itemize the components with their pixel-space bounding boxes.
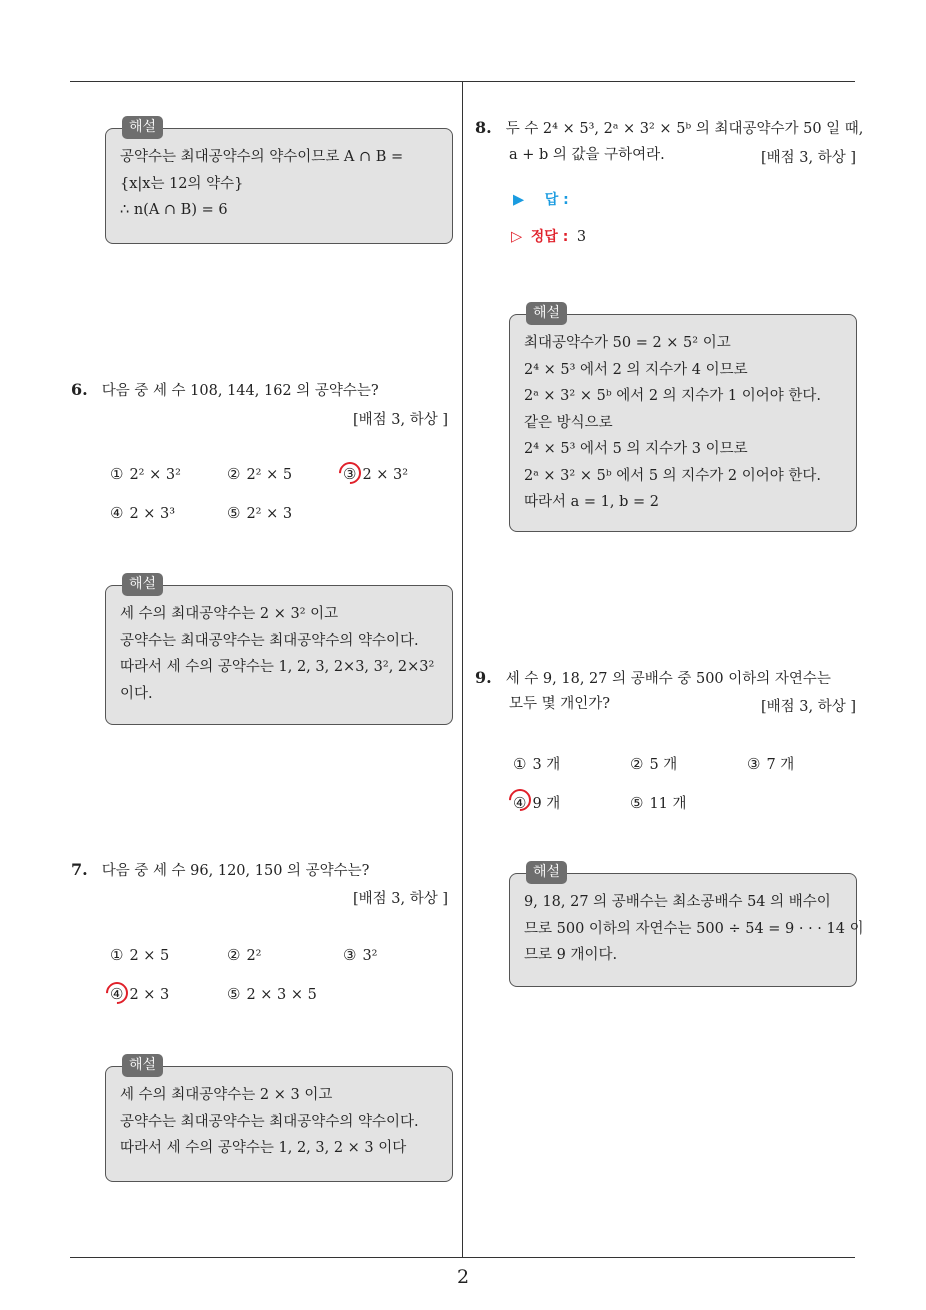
question-meta: [배점 3, 하상 ]	[352, 412, 448, 428]
question-meta: [배점 3, 하상 ]	[760, 699, 856, 715]
solution-line: 세 수의 최대공약수는 2 × 3 이고	[120, 1087, 333, 1103]
choice-2[interactable]: ② 5 개	[630, 755, 678, 773]
answer-arrow-icon: ▶	[513, 192, 525, 208]
solution-line: 따라서 세 수의 공약수는 1, 2, 3, 2 × 3 이다	[120, 1140, 407, 1156]
solution-line: 므로 500 이하의 자연수는 500 ÷ 54 = 9 · · · 14 이	[524, 920, 864, 937]
solution-box-top	[105, 119, 453, 244]
solution-line: 따라서 세 수의 공약수는 1, 2, 3, 2×3, 3², 2×3²	[120, 659, 435, 675]
question-text: 두 수 2⁴ × 5³, 2ᵃ × 3² × 5ᵇ 의 최대공약수가 50 일 때,	[505, 121, 864, 137]
solution-tag: 해설	[526, 302, 567, 325]
question-meta: [배점 3, 하상 ]	[760, 150, 856, 166]
question-number: 9.	[475, 668, 492, 687]
solution-line: 공약수는 최대공약수는 최대공약수의 약수이다.	[120, 1113, 419, 1130]
selected-answer-mark	[101, 977, 132, 1008]
choice-5[interactable]: ⑤ 2² × 3	[227, 504, 293, 522]
solution-tag: 해설	[122, 573, 163, 596]
solution-tag: 해설	[526, 861, 567, 884]
solution-box-q7	[105, 1057, 453, 1182]
correct-label: 정답 :	[530, 229, 569, 245]
solution-line: 2ᵃ × 3² × 5ᵇ 에서 5 의 지수가 2 이어야 한다.	[524, 467, 822, 484]
choice-1[interactable]: ① 2² × 3²	[110, 465, 181, 483]
solution-line: {x|x는 12의 약수}	[120, 175, 244, 192]
solution-line: 공약수는 최대공약수의 약수이므로 A ∩ B =	[120, 149, 404, 165]
question-8-line2: a + b 의 값을 구하여라.	[509, 147, 665, 163]
choice-3[interactable]: ③ 7 개	[747, 755, 795, 773]
solution-line: 따라서 a = 1, b = 2	[524, 494, 659, 510]
correct-value: 3	[576, 229, 587, 245]
choice-5[interactable]: ⑤ 11 개	[630, 794, 687, 812]
question-number: 6.	[71, 380, 88, 399]
question-7	[71, 856, 369, 885]
question-6	[71, 376, 379, 405]
answer-label: 답 :	[544, 192, 569, 208]
column-divider	[462, 82, 463, 1258]
choice-4[interactable]: ④ 2 × 3³	[110, 504, 176, 522]
solution-line: 2⁴ × 5³ 에서 2 의 지수가 4 이므로	[524, 361, 748, 378]
choice-3[interactable]: ③ 2 × 3²	[343, 465, 409, 483]
solution-line: ∴ n(A ∩ B) = 6	[120, 202, 228, 218]
choice-2[interactable]: ② 2² × 5	[227, 465, 293, 483]
choice-1[interactable]: ① 2 × 5	[110, 946, 170, 964]
solution-line: 2ᵃ × 3² × 5ᵇ 에서 2 의 지수가 1 이어야 한다.	[524, 388, 822, 404]
question-text: 세 수 9, 18, 27 의 공배수 중 500 이하의 자연수는	[505, 671, 831, 687]
solution-line: 9, 18, 27 의 공배수는 최소공배수 54 의 배수이	[524, 894, 831, 910]
question-9-line2: 모두 몇 개인가?	[509, 696, 611, 712]
choice-4[interactable]: ④ 2 × 3	[110, 985, 170, 1003]
selected-answer-mark	[334, 457, 365, 488]
page-number: 2	[456, 1266, 470, 1288]
solution-line: 2⁴ × 5³ 에서 5 의 지수가 3 이므로	[524, 441, 748, 457]
solution-line: 이다.	[120, 685, 153, 702]
solution-box-q9	[509, 864, 864, 987]
question-text: 다음 중 세 수 96, 120, 150 의 공약수는?	[101, 863, 370, 879]
choice-5[interactable]: ⑤ 2 × 3 × 5	[227, 985, 317, 1003]
solution-line: 므로 9 개이다.	[524, 947, 618, 963]
question-text: 다음 중 세 수 108, 144, 162 의 공약수는?	[101, 383, 379, 399]
solution-line: 최대공약수가 50 = 2 × 5² 이고	[524, 335, 731, 351]
choice-4[interactable]: ④ 9 개	[513, 794, 561, 812]
solution-tag: 해설	[122, 1054, 163, 1077]
choice-3[interactable]: ③ 3²	[343, 946, 378, 964]
question-number: 7.	[71, 860, 88, 879]
solution-tag: 해설	[122, 116, 163, 139]
solution-box-q6	[105, 576, 453, 725]
question-9	[475, 664, 831, 693]
footer-rule	[70, 1257, 855, 1258]
solution-line: 같은 방식으로	[524, 414, 613, 431]
solution-line: 세 수의 최대공약수는 2 × 3² 이고	[120, 606, 339, 622]
question-8	[475, 114, 863, 143]
question-number: 8.	[475, 118, 492, 137]
choice-2[interactable]: ② 2²	[227, 946, 262, 964]
correct-arrow-icon: ▷	[511, 229, 523, 245]
solution-line: 공약수는 최대공약수는 최대공약수의 약수이다.	[120, 632, 419, 649]
answer-row	[513, 186, 569, 214]
choice-1[interactable]: ① 3 개	[513, 755, 561, 773]
question-meta: [배점 3, 하상 ]	[352, 891, 448, 907]
solution-box-q8	[509, 305, 857, 532]
correct-answer-row	[511, 223, 586, 251]
